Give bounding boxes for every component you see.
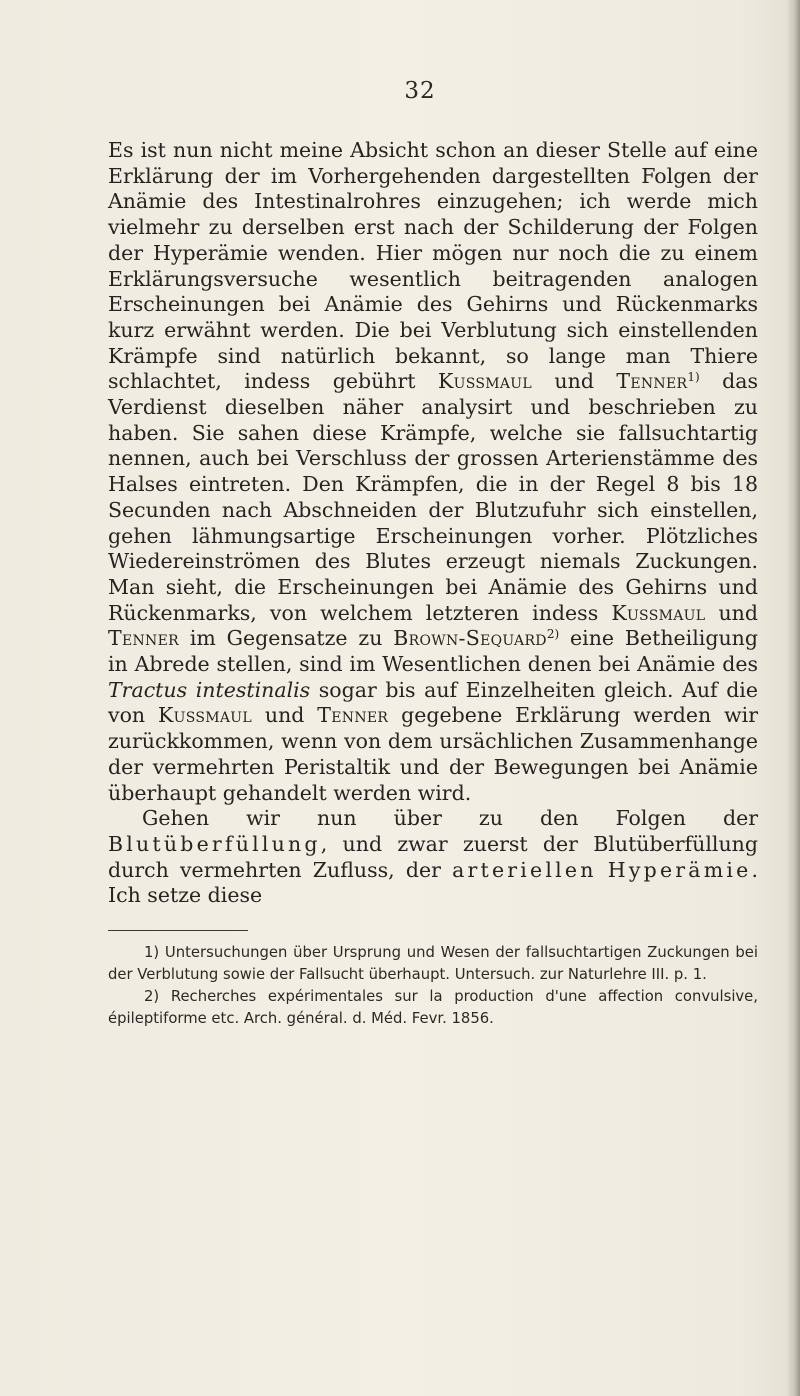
main-text — [108, 138, 758, 909]
footnote-separator-rule — [108, 930, 248, 931]
emphasis-arteriellen: arteriellen — [452, 857, 597, 882]
footnotes — [108, 942, 758, 1030]
author-name-kussmaul: Kussmaul — [611, 600, 706, 625]
author-name-kussmaul: Kussmaul — [437, 369, 532, 394]
footnote-reference-2: 2) — [546, 627, 560, 642]
author-name-tenner: Tenner — [317, 703, 389, 728]
author-name-kussmaul: Kussmaul — [158, 703, 253, 728]
footnote-1: 1) Untersuchungen über Ursprung und Wesen der fallsuchtartigen Zuckungen bei der Verblutung sowie der Fallsucht überhaupt. Untersuch. zur Naturlehre III. p. 1. — [108, 944, 758, 983]
page-edge-shadow — [786, 0, 800, 1396]
author-name-tenner: Tenner — [108, 626, 179, 651]
author-name-tenner: Tenner — [616, 369, 688, 394]
paragraph-1: Es ist nun nicht meine Absicht schon an dieser Stelle auf eine Erklärung der im Vorhergehenden dargestellten Folgen der Anämie des Intestinalrohres einzugehen; ich werde mich vielmehr zu derselben erst nach der Schilderung der Folgen der Hyperämie wenden. Hier mögen nur noch die zu einem Erklärungsversuche wesentlich beitragenden analogen Erscheinungen bei Anämie des Gehirns und Rückenmarks kurz erwähnt werden. Die bei Verblutung sich einstellenden Krämpfe sind natürlich bekannt, so lange man Thiere schlachtet, indess gebührt Kussmaul und Tenner$^{1)}$ das Verdienst dieselben näher analysirt und beschrieben zu haben. Sie sahen diese Krämpfe, welche sie fallsuchtartig nennen, auch bei Verschluss der grossen Arterienstämme des Halses eintreten. Den Krämpfen, die in der Regel 8 bis 18 Secunden nach Abschneiden der Blutzufuhr sich einstellen, gehen lähmungsartige Erscheinungen vorher. Plötzliches Wiedereinströmen des Blutes erzeugt niemals Zuckungen. Man sieht, die Erscheinungen bei Anämie des Gehirns und Rückenmarks, von welchem letzteren indess Kussmaul und Tenner im Gegensatze zu Brown-Sequard$^{2)}$ eine Betheiligung in Abrede stellen, sind im Wesentlichen denen bei Anämie des Tractus intestinalis sogar bis auf Einzelheiten gleich. Auf die von Kussmaul und Tenner gegebene Erklärung werden wir zurückkommen, wenn von dem ursächlichen Zusammenhange der vermehrten Peristaltik und der Bewegungen bei Anämie überhaupt gehandelt werden wird. — [108, 138, 759, 805]
paragraph-2: Gehen wir nun über zu den Folgen der Blutüberfüllung, und zwar zuerst der Blutüberfüllung durch vermehrten Zufluss, der arteriellen Hyperämie. Ich setze diese — [108, 806, 758, 908]
latin-term-tractus-intestinalis: Tractus intestinalis — [108, 677, 311, 702]
page-number: 32 — [404, 78, 436, 104]
footnote-2: 2) Recherches expérimentales sur la production d'une affection convulsive, épileptiforme etc. Arch. général. d. Méd. Fevr. 1856. — [108, 988, 758, 1027]
emphasis-blutueberfuellung: Blutüberfüllung — [108, 831, 321, 856]
footnote-reference-1: 1) — [687, 370, 700, 385]
emphasis-hyperaemie: Hyperämie — [607, 857, 752, 882]
author-name-brown-sequard: Brown-Sequard — [393, 626, 547, 651]
